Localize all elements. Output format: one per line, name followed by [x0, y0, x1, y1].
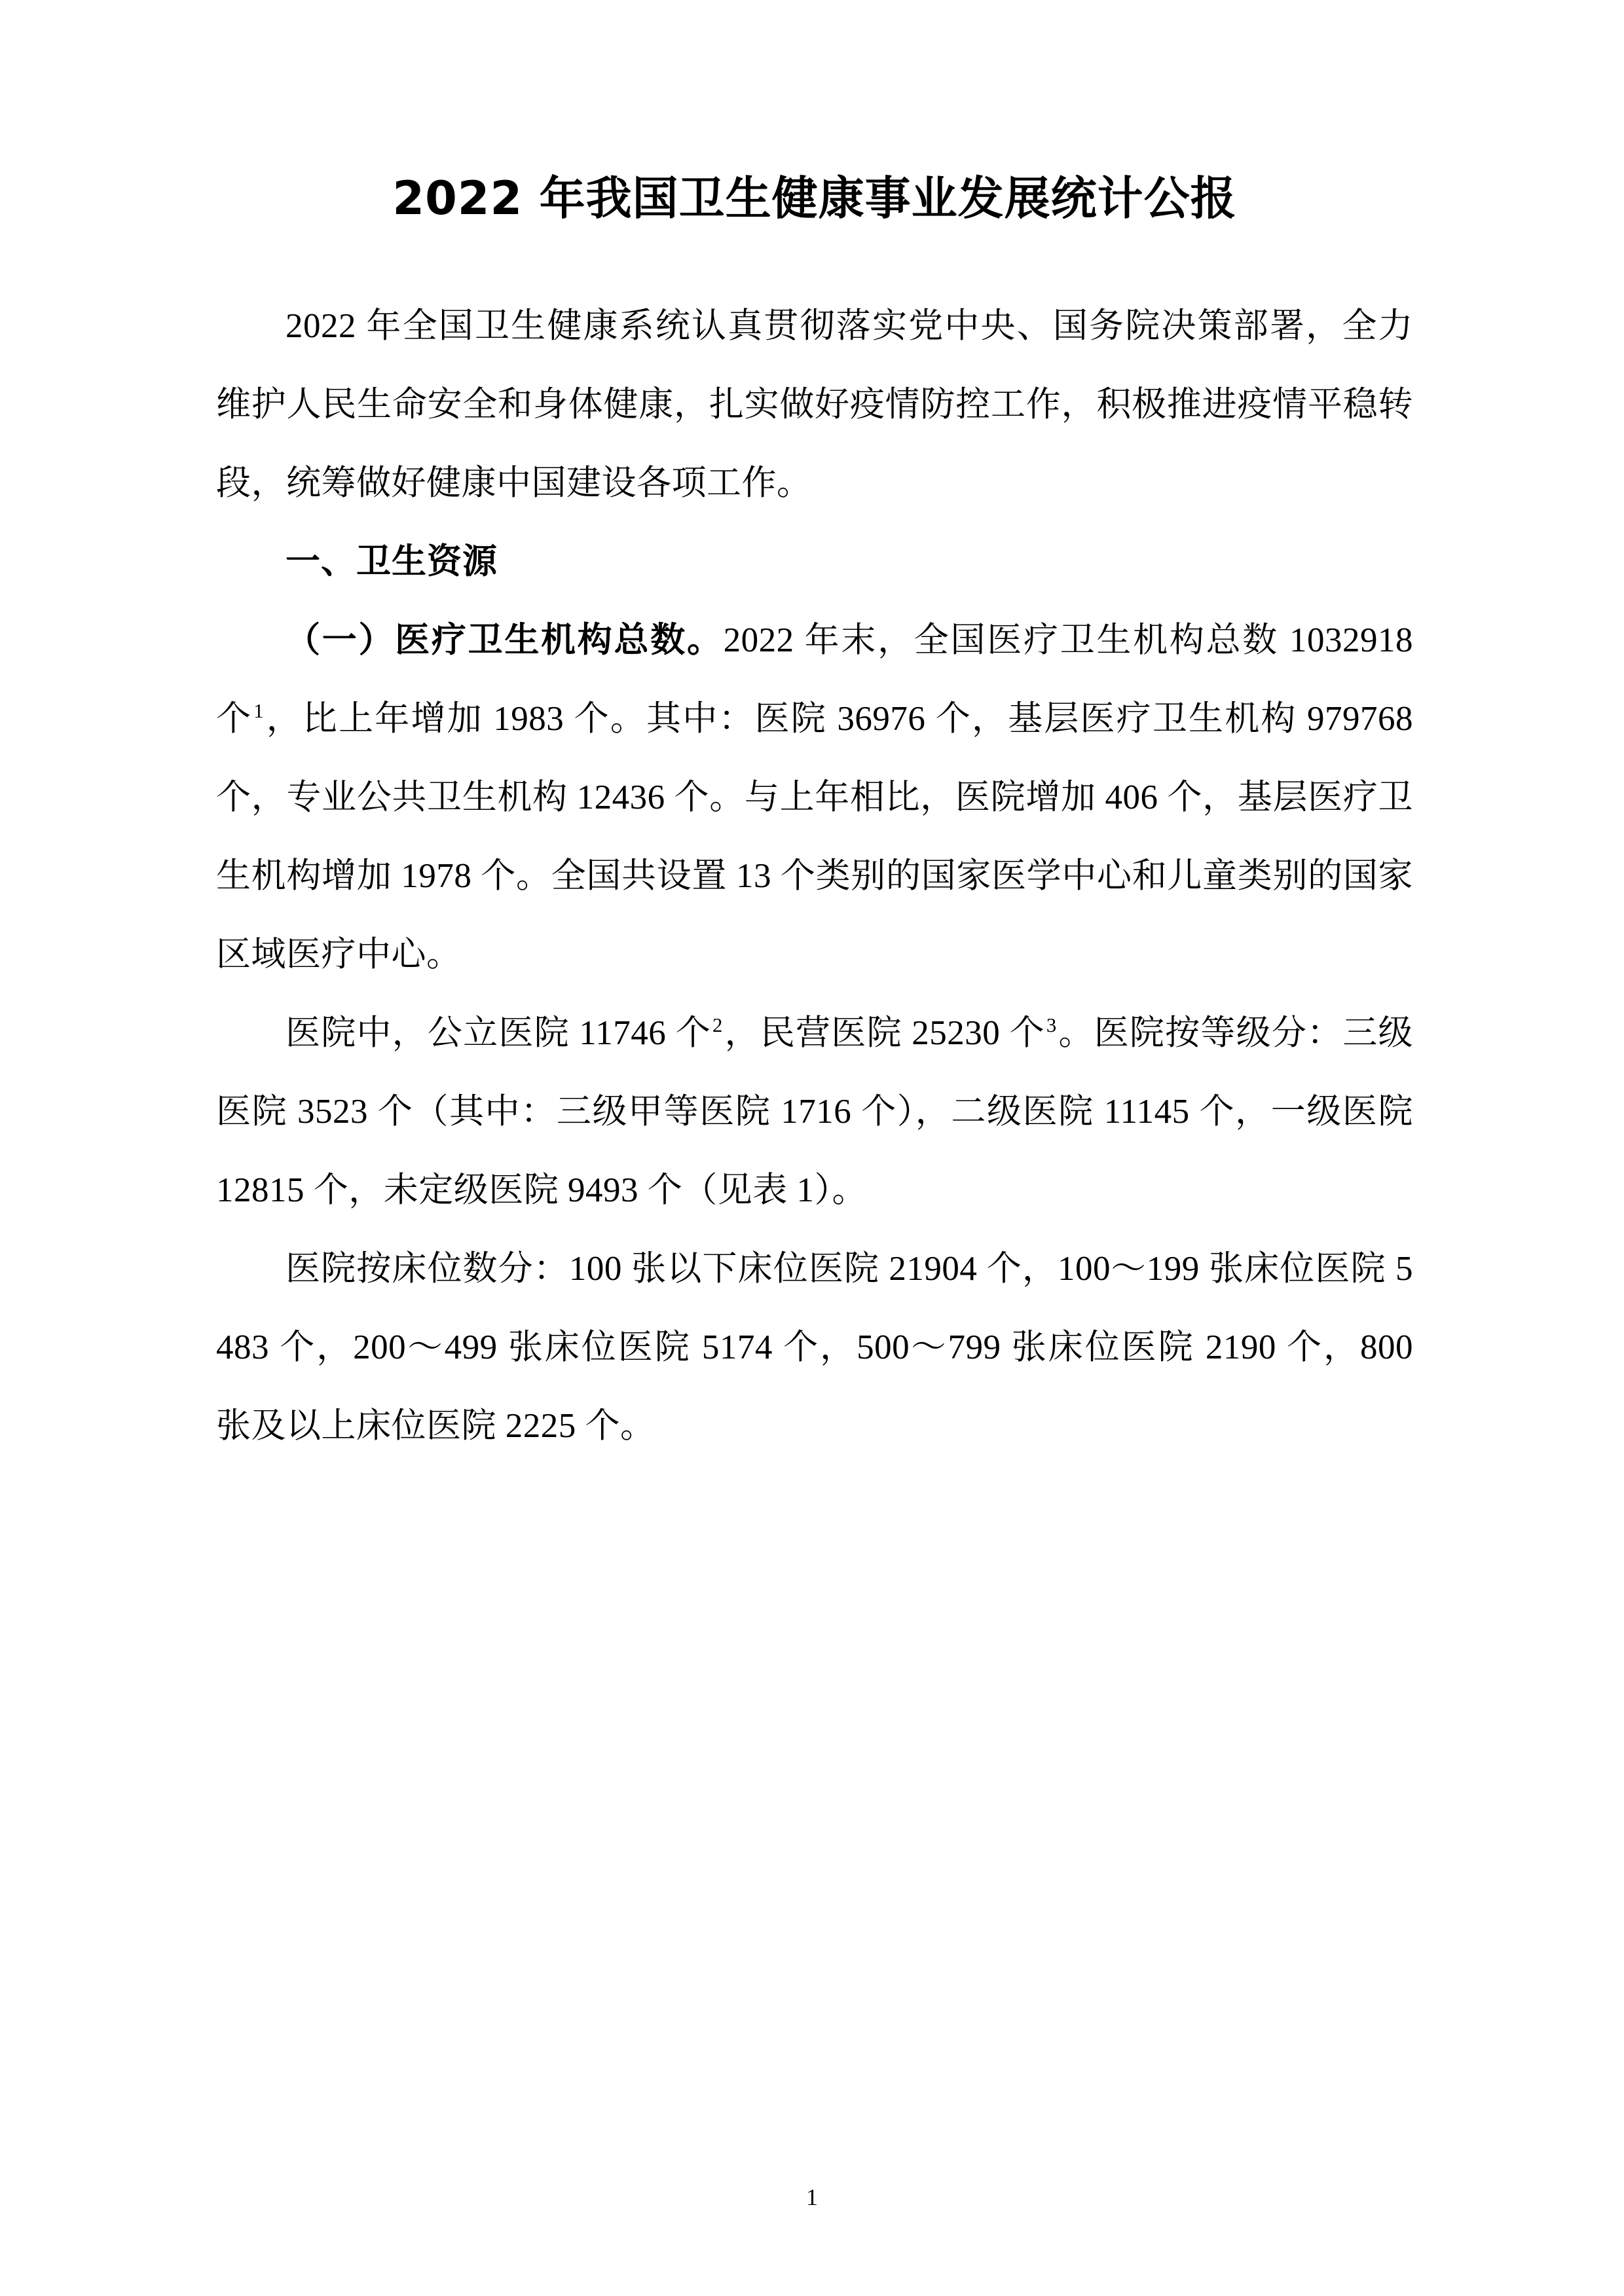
- hospital-text-part-b: ，民营医院 25230 个: [724, 1014, 1045, 1052]
- paragraph-hospital-bed-distribution: 医院按床位数分：100 张以下床位医院 21904 个，100～199 张床位医院 5483 个，200～499 张床位医院 5174 个，500～799 张床位医院 2190 个，800 张及以上床位医院 2225 个。: [216, 1250, 1413, 1445]
- subsection-lead-label: （一）医疗卫生机构总数。: [286, 621, 724, 659]
- page-number-footer: 1: [806, 2184, 818, 2210]
- document-body: [216, 0, 1413, 1465]
- footnote-marker-3: 3: [1046, 1014, 1057, 1037]
- subsection-body-part-b: ，比上年增加 1983 个。其中：医院 36976 个，基层医疗卫生机构 979768 个，专业公共卫生机构 12436 个。与上年相比，医院增加 406 个，基层医疗卫生机构增加 1978 个。全国共设置 13 个类别的国家医学中心和儿童类别的国家区域医疗中心。: [216, 700, 1414, 974]
- paragraph-institution-total: [216, 601, 1413, 994]
- section-heading-health-resources: 一、卫生资源: [286, 541, 498, 581]
- subsection-body-part-a: 2022 年末，全国医疗卫生机构总数 1032918 个: [216, 621, 1414, 738]
- page-title: 2022 年我国卫生健康事业发展统计公报: [392, 172, 1237, 225]
- paragraph-hospital-breakdown: [216, 994, 1413, 1230]
- hospital-text-part-c: 。医院按等级分：三级医院 3523 个（其中：三级甲等医院 1716 个），二级医院 11145 个，一级医院 12815 个，未定级医院 9493 个（见表 1）。: [216, 1014, 1413, 1209]
- footnote-marker-2: 2: [712, 1014, 723, 1037]
- paragraph-intro: 2022 年全国卫生健康系统认真贯彻落实党中央、国务院决策部署，全力维护人民生命安全和身体健康，扎实做好疫情防控工作，积极推进疫情平稳转段，统筹做好健康中国建设各项工作。: [216, 307, 1413, 502]
- hospital-text-part-a: 医院中，公立医院 11746 个: [286, 1014, 711, 1052]
- footnote-marker-1: 1: [253, 700, 265, 723]
